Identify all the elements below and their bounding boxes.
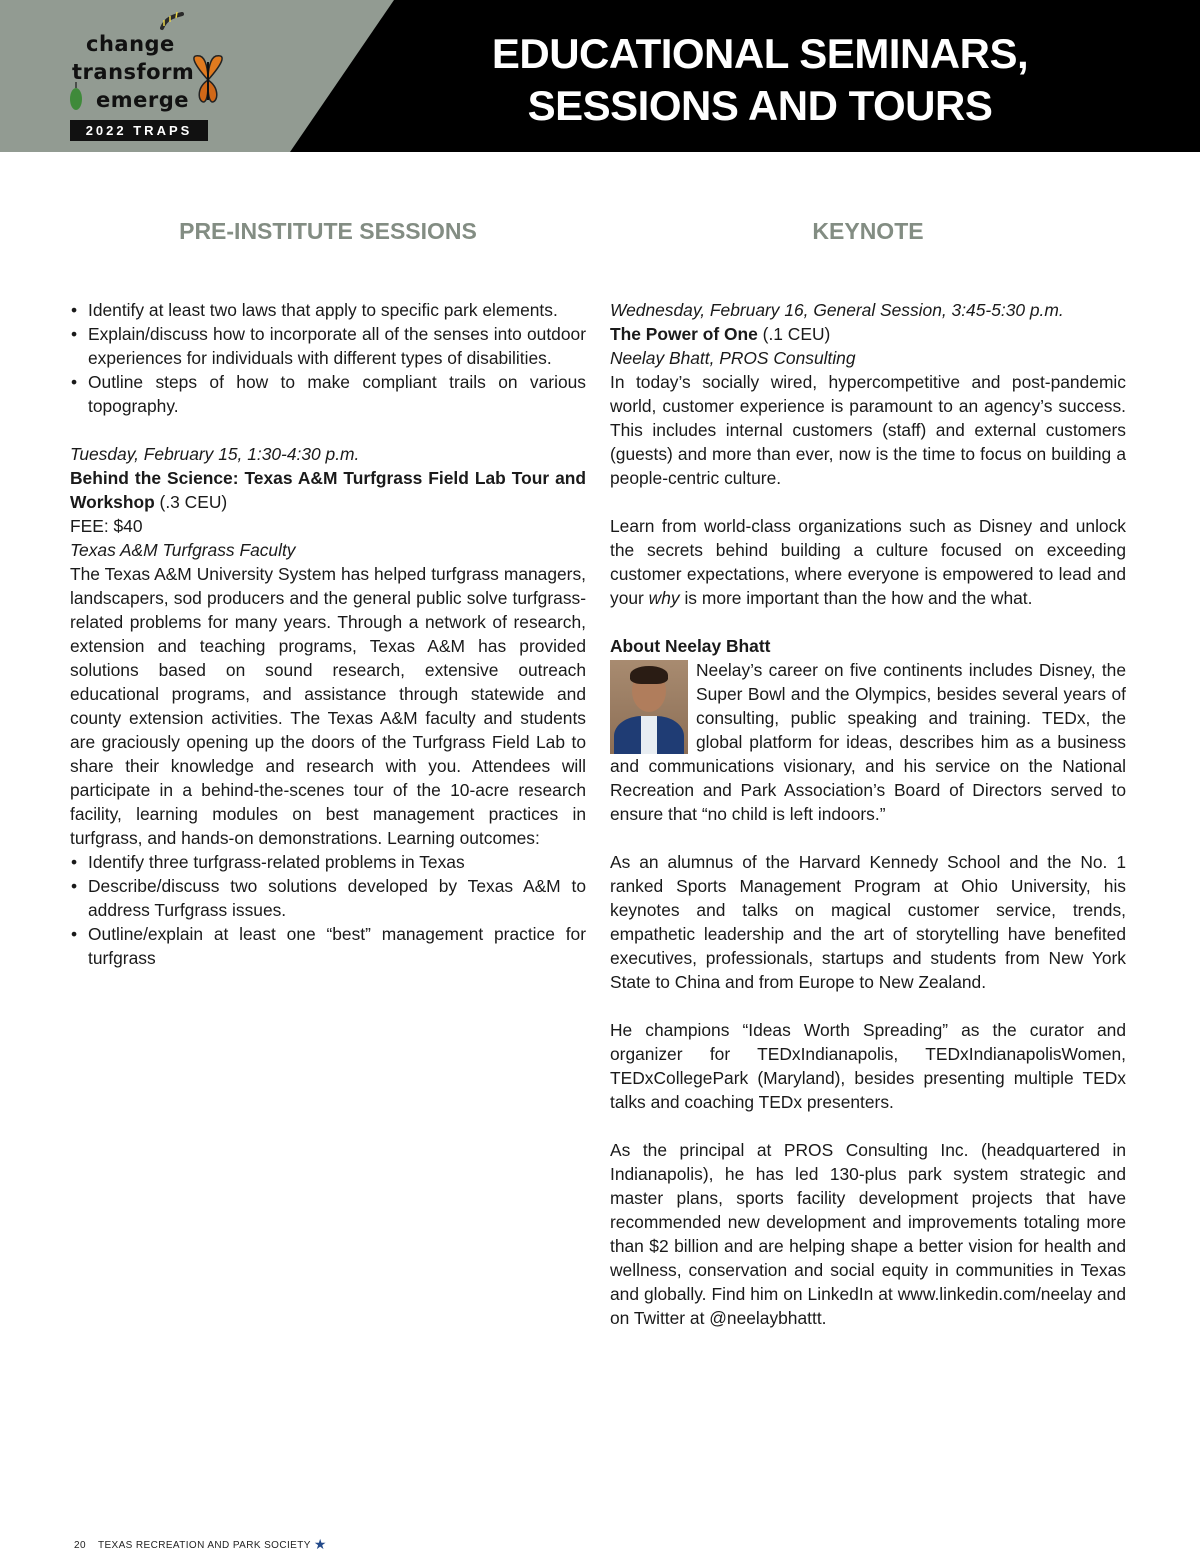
logo-word-emerge: emerge xyxy=(96,88,189,112)
objectives-list xyxy=(70,298,586,418)
star-icon: ★ xyxy=(313,1536,327,1552)
session-fee: FEE: $40 xyxy=(70,516,143,536)
keynote-paragraph: He champions “Ideas Worth Spreading” as the curator and organizer for TEDxIndianapolis, TEDxIndianapolisWomen, TEDxCollegePark (Maryland), besides presenting multiple TEDx talks and coaching TEDx presenters. xyxy=(610,1020,1126,1112)
speaker-photo xyxy=(610,660,688,754)
keynote-presenter: Neelay Bhatt, PROS Consulting xyxy=(610,348,856,368)
list-item: • Outline steps of how to make compliant trails on various topography. xyxy=(70,370,586,418)
logo-word-change: change xyxy=(86,32,175,56)
left-column xyxy=(70,298,586,970)
keynote-date: Wednesday, February 16, General Session, 3:45-5:30 p.m. xyxy=(610,300,1064,320)
list-item: • Outline/explain at least one “best” management practice for turfgrass xyxy=(70,922,586,970)
chrysalis-icon xyxy=(68,82,84,112)
text-span: is more important than the how and the what. xyxy=(679,588,1033,608)
about-paragraph: Neelay’s career on five continents includes Disney, the Super Bowl and the Olympics, besides several years of consulting, public speaking and training. TEDx, the global platform for ideas, describes him as a business and communications visionary, and his service on the National Recreation and Park Association’s Board of Directors served to ensure that “no child is left indoors.” xyxy=(610,660,1126,824)
keynote-paragraph: As the principal at PROS Consulting Inc. (headquartered in Indianapolis), he has led 130-plus park system strategic and master plans, sports facility development projects that have recommended new development and improvements totaling more than $2 billion and are helping shape a better vision for health and wellness, conservation and social equity in communities in Texas and globally. Find him on LinkedIn at www.linkedin.com/neelay and on Twitter at @neelaybhattt. xyxy=(610,1140,1126,1328)
outcomes-list xyxy=(70,850,586,970)
list-item: • Explain/discuss how to incorporate all of the senses into outdoor experiences for individuals with different types of disabilities. xyxy=(70,322,586,370)
list-item: • Identify three turfgrass-related problems in Texas xyxy=(70,850,586,874)
session-presenter: Texas A&M Turfgrass Faculty xyxy=(70,540,296,560)
page-header xyxy=(0,0,1200,152)
keynote-title-line xyxy=(610,322,1126,346)
session-title-line xyxy=(70,466,586,514)
session-date: Tuesday, February 15, 1:30-4:30 p.m. xyxy=(70,444,360,464)
traps-logo xyxy=(62,10,242,140)
logo-badge: 2022 TRAPS xyxy=(70,120,208,141)
emphasis-why: why xyxy=(648,588,680,608)
logo-word-transform: transform xyxy=(72,60,195,84)
caterpillar-icon xyxy=(160,10,184,32)
footer-org: TEXAS RECREATION AND PARK SOCIETY xyxy=(97,1540,311,1551)
keynote-title: The Power of One xyxy=(610,324,758,344)
keynote-paragraph xyxy=(610,514,1126,610)
list-item: • Identify at least two laws that apply to specific park elements. xyxy=(70,298,586,322)
keynote-ceu: (.1 CEU) xyxy=(757,324,831,344)
keynote-paragraph: As an alumnus of the Harvard Kennedy School and the No. 1 ranked Sports Management Program at Ohio University, his keynotes and talks on magical customer service, trends, empathetic leadership and the art of storytelling have benefited executives, professionals, startups and students from New York State to China and from Europe to New Zealand. xyxy=(610,852,1126,992)
list-item: • Describe/discuss two solutions developed by Texas A&M to address Turfgrass issues. xyxy=(70,874,586,922)
keynote-heading: KEYNOTE xyxy=(812,218,924,244)
session-description: The Texas A&M University System has helped turfgrass managers, landscapers, sod producers and the general public solve turfgrass-related problems for many years. Through a network of research, extension and teaching programs, Texas A&M has provided solutions based on sound research, extensive outreach educational programs, and assistance through statewide and county extension activities. The Texas A&M faculty and students are graciously opening up the doors of the Turfgrass Field Lab to share their knowledge and research with you. Attendees will participate in a behind-the-scenes tour of the 10-acre research facility, learning modules on best management practices in turfgrass, and hands-on demonstrations. Learning outcomes: xyxy=(70,564,586,848)
keynote-paragraph: In today’s socially wired, hypercompetitive and post-pandemic world, customer experience is paramount to an agency’s success. This includes internal customers (staff) and external customers (guests) and more than ever, now is the time to focus on building a people-centric culture. xyxy=(610,372,1126,488)
page-title xyxy=(400,28,1120,132)
text-span: Learn from world-class organizations such as Disney and unlock the secrets behind building a culture focused on exceeding customer expectations, where everyone is empowered to lead and your xyxy=(610,516,1126,608)
right-column xyxy=(610,298,1126,1330)
page-title-line2: SESSIONS AND TOURS xyxy=(527,82,993,129)
page-number: 20 xyxy=(74,1540,86,1551)
page-title-line1: EDUCATIONAL SEMINARS, xyxy=(491,30,1029,77)
page-footer xyxy=(74,1536,327,1553)
session-ceu: (.3 CEU) xyxy=(154,492,228,512)
butterfly-icon xyxy=(190,52,226,108)
about-heading: About Neelay Bhatt xyxy=(610,636,771,656)
pre-institute-heading: PRE-INSTITUTE SESSIONS xyxy=(179,218,477,244)
session-title: Behind the Science: Texas A&M Turfgrass Field Lab Tour and Workshop xyxy=(70,468,586,512)
